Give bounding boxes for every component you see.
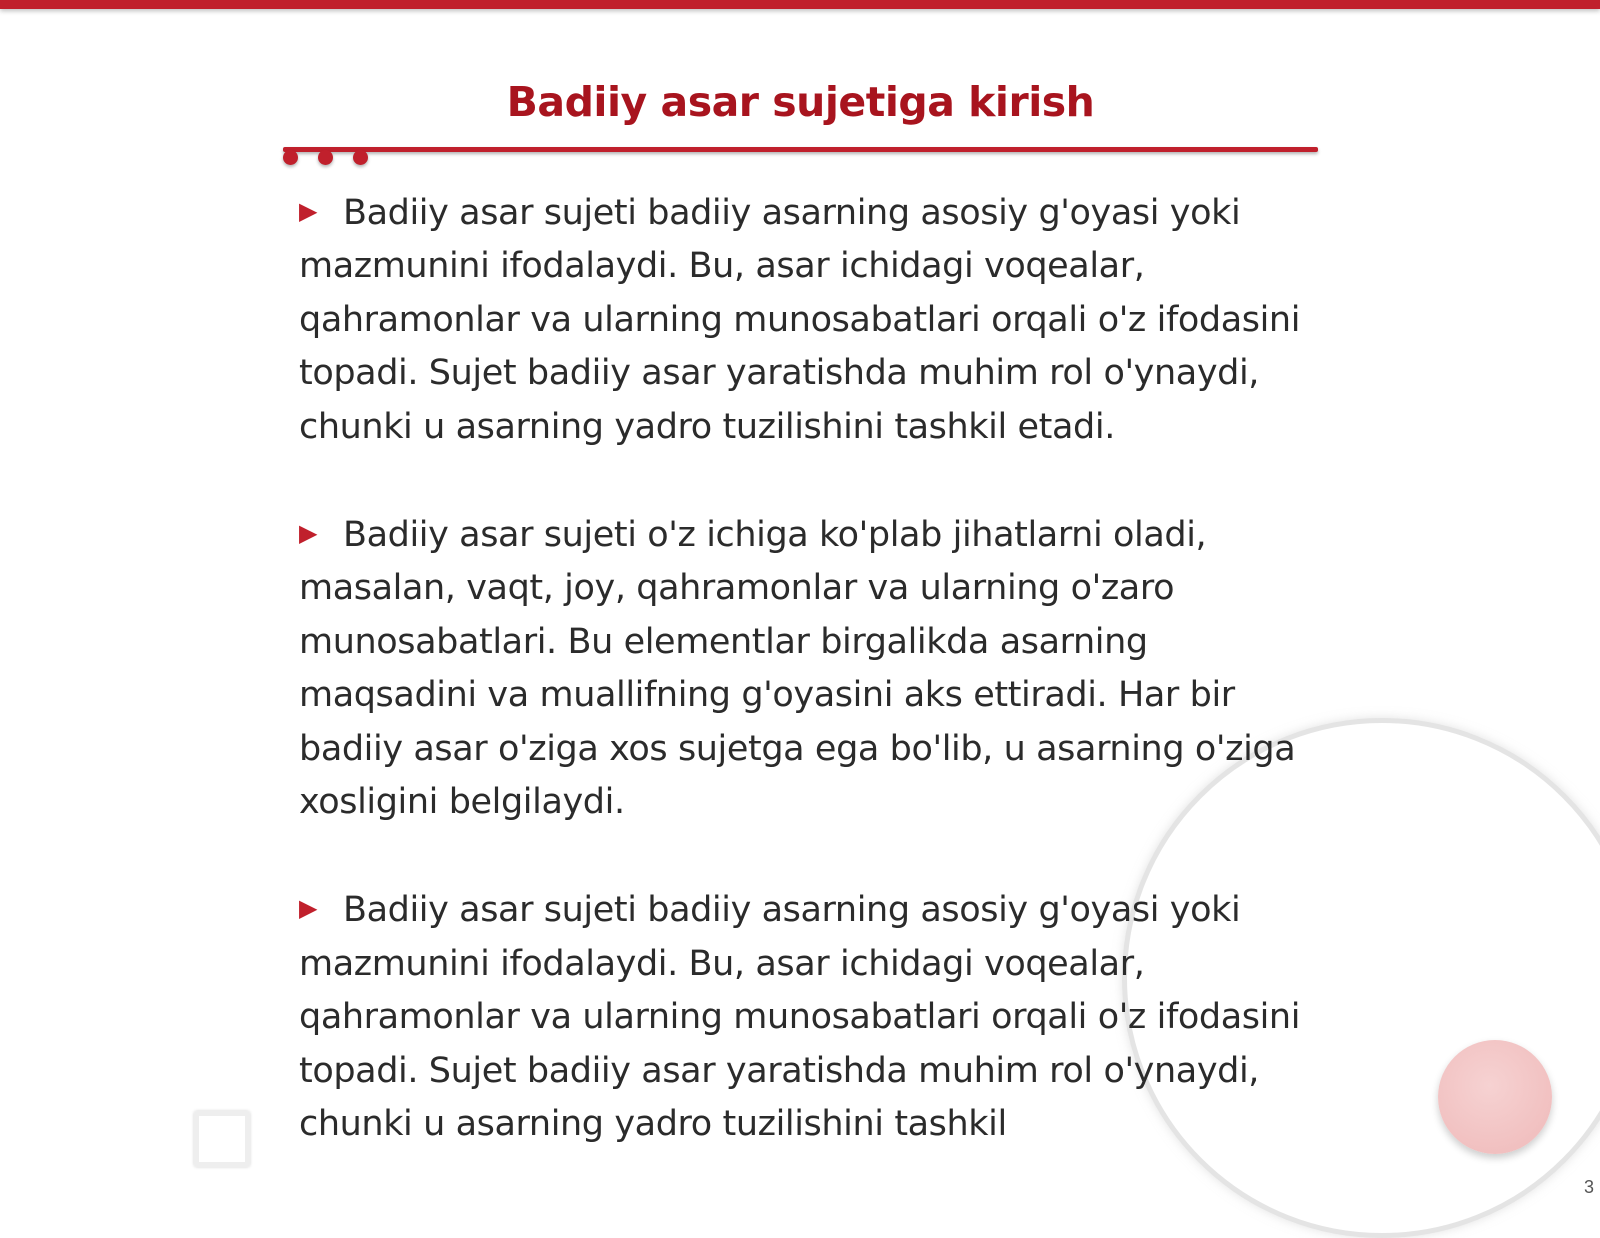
paragraph-text: Badiiy asar sujeti o'z ichiga ko'plab jihatlarni oladi, masalan, vaqt, joy, qahramonlar va ularning o'zaro munosabatlari. Bu elementlar birgalikda asarning maqsadini va muallifning g'oyasini aks ettiradi. Har bir badiiy asar o'ziga xos sujetga ega bo'lib, u asarning o'ziga xosligini belgilaydi. [299,515,1296,823]
title-underline [283,147,1318,152]
decorative-dot [353,150,368,165]
bullet-paragraph [299,185,1304,454]
slide-body [299,185,1304,1205]
bullet-paragraph [299,507,1304,829]
paragraph-text: Badiiy asar sujeti badiiy asarning asosiy g'oyasi yoki mazmunini ifodalaydi. Bu, asar ichidagi voqealar, qahramonlar va ularning munosabatlari orqali o'z ifodasini topadi. Sujet badiiy asar yaratishda muhim rol o'ynaydi, chunki u asarning yadro tuzilishini tashkil etadi. [299,193,1301,447]
decorative-circle [1438,1040,1552,1154]
slide-title: Badiiy asar sujetiga kirish [506,78,1095,126]
page-number: 3 [1583,1177,1594,1197]
bullet-arrow-icon: ▶ [299,894,318,923]
paragraph-text: Badiiy asar sujeti badiiy asarning asosiy g'oyasi yoki mazmunini ifodalaydi. Bu, asar ichidagi voqealar, qahramonlar va ularning munosabatlari orqali o'z ifodasini topadi. Sujet badiiy asar yaratishda muhim rol o'ynaydi, chunki u asarning yadro tuzilishini tashkil [299,890,1301,1145]
bullet-arrow-icon: ▶ [299,197,318,225]
bullet-paragraph [299,882,1304,1151]
decorative-dot [318,150,333,165]
decorative-square [194,1111,250,1167]
bullet-arrow-icon: ▶ [299,519,318,548]
decorative-dot [283,150,298,165]
top-accent-bar [0,0,1600,9]
